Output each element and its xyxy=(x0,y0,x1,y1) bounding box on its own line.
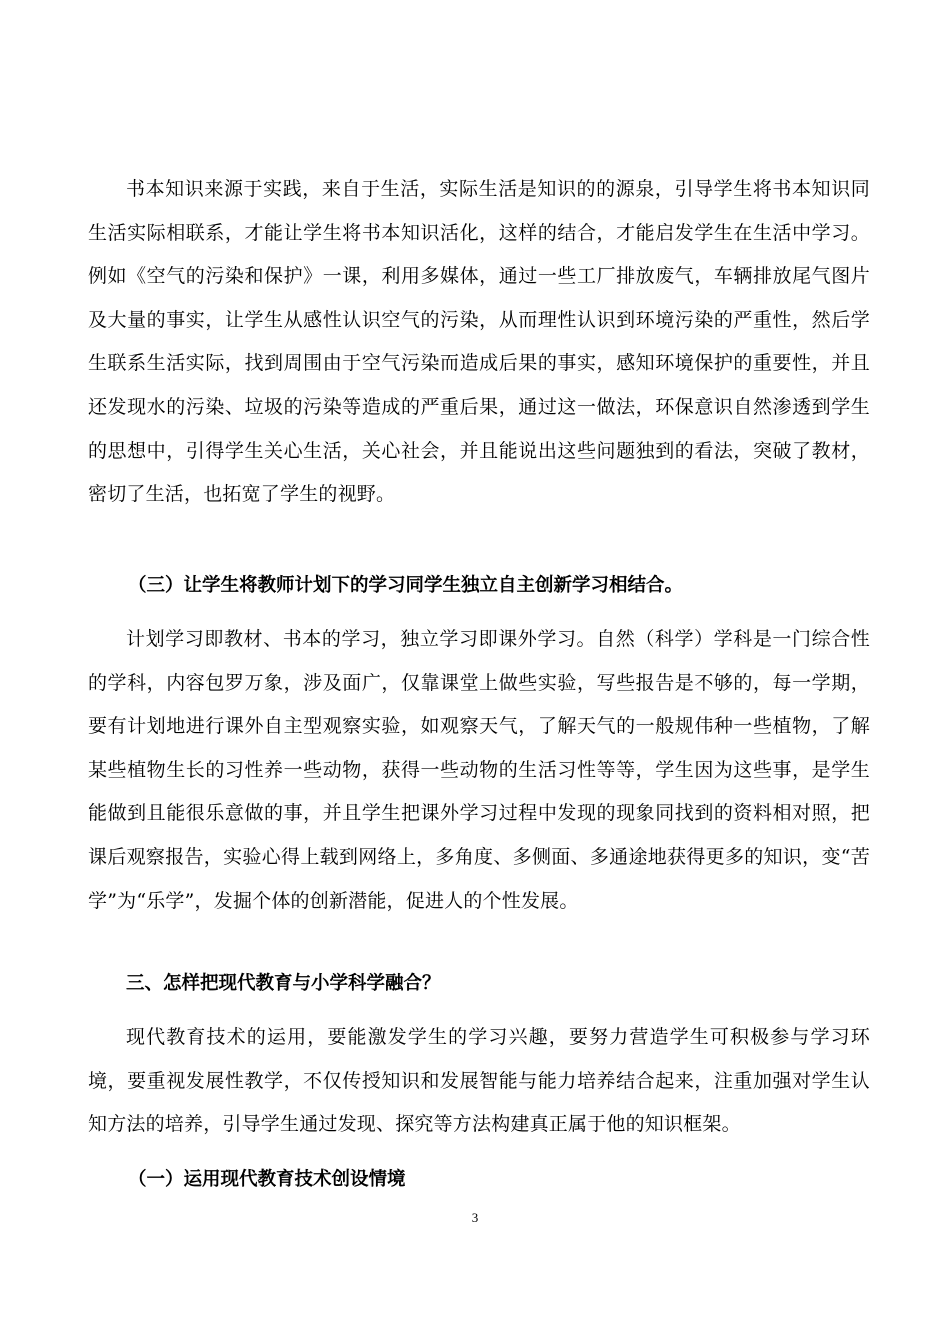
section-heading-1: （一）运用现代教育技术创设情境 xyxy=(128,1169,406,1190)
body-paragraph-2: 计划学习即教材、书本的学习，独立学习即课外学习。自然（科学）学科是一门综合性的学科，内容包罗万象，涉及面广，仅靠课堂上做些实验，写些报告是不够的，每一学期，要有计划地进行课外自主型观察实验，如观察天气，了解天气的一般规伟种一些植物，了解某些植物生长的习性养一些动物，获得一些动物的生活习性等等，学生因为这些事，是学生能做到且能很乐意做的事，并且学生把课外学习过程中发现的现象同找到的资料相对照，把课后观察报告，实验心得上载到网络上，多角度、多侧面、多通途地获得更多的知识，变“苦学”为“乐学”，发掘个体的创新潜能，促进人的个性发展。 xyxy=(88,628,870,912)
section-heading-3: （三）让学生将教师计划下的学习同学生独立自主创新学习相结合。 xyxy=(128,575,684,596)
body-paragraph-3: 现代教育技术的运用，要能激发学生的学习兴趣，要努力营造学生可积极参与学习环境，要重视发展性教学，不仅传授知识和发展智能与能力培养结合起来，注重加强对学生认知方法的培养，引导学生通过发现、探究等方法构建真正属于他的知识框架。 xyxy=(88,1026,870,1136)
body-paragraph-1: 书本知识来源于实践，来自于生活，实际生活是知识的的源泉，引导学生将书本知识同生活实际相联系，才能让学生将书本知识活化，这样的结合，才能启发学生在生活中学习。例如《空气的污染和保护》一课，利用多媒体，通过一些工厂排放废气，车辆排放尾气图片及大量的事实，让学生从感性认识空气的污染，从而理性认识到环境污染的严重性，然后学生联系生活实际，找到周围由于空气污染而造成后果的事实，感知环境保护的重要性，并且还发现水的污染、垃圾的污染等造成的严重后果，通过这一做法，环保意识自然渗透到学生的思想中，引得学生关心生活，关心社会，并且能说出这些问题独到的看法，突破了教材，密切了生活，也拓宽了学生的视野。 xyxy=(88,178,870,506)
chapter-heading-3: 三、怎样把现代教育与小学科学融合？ xyxy=(126,973,441,994)
page-number: 3 xyxy=(471,1210,479,1225)
